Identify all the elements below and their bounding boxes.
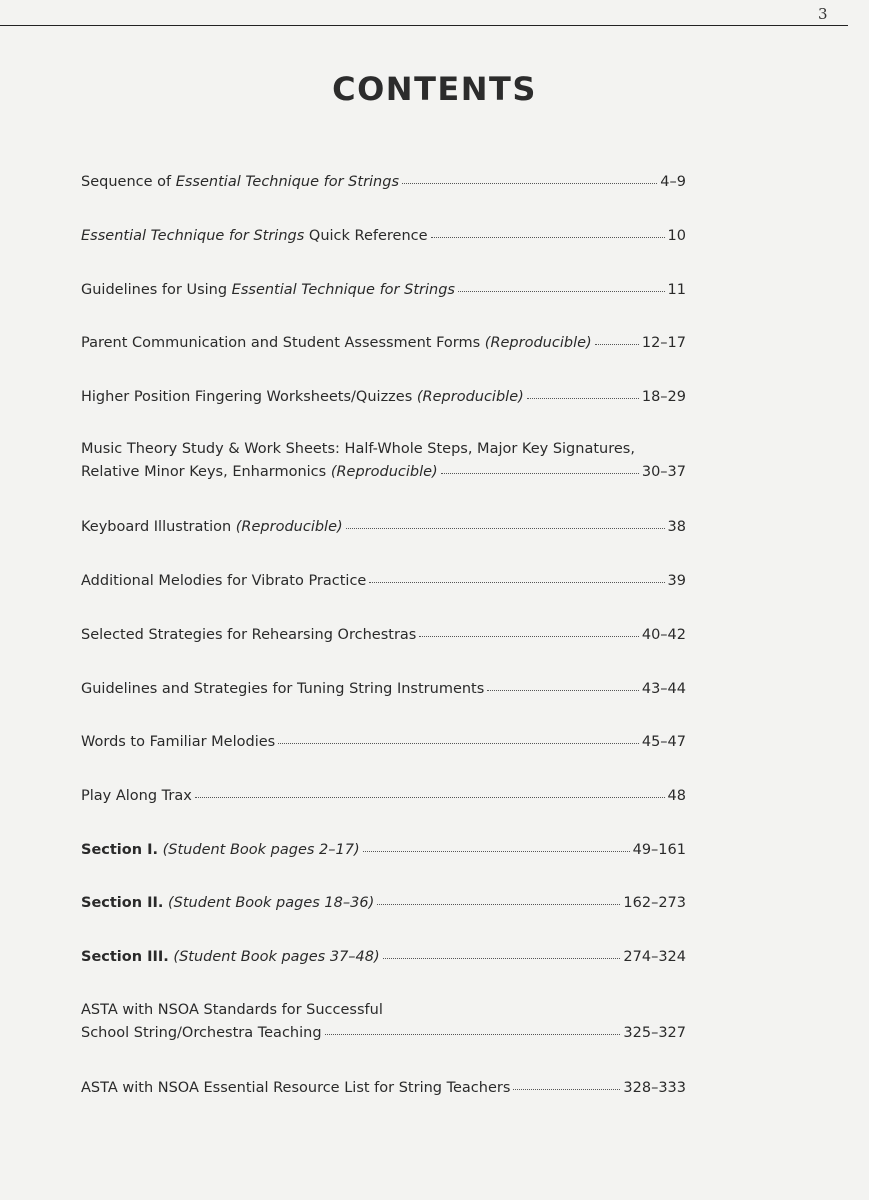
dot-leader bbox=[346, 528, 665, 529]
toc-entry-pages: 45–47 bbox=[641, 734, 686, 750]
toc-entry bbox=[81, 839, 686, 862]
toc-entry-title-segment: (Student Book pages 37–48) bbox=[168, 949, 380, 965]
page-number: 3 bbox=[818, 5, 828, 23]
toc-entry bbox=[81, 516, 686, 539]
toc-entry bbox=[81, 678, 686, 701]
toc-entry-title bbox=[81, 839, 360, 862]
toc-entry bbox=[81, 386, 686, 409]
toc-entry-title bbox=[81, 785, 192, 808]
dot-leader bbox=[278, 743, 639, 744]
toc-entry-title-segment: Selected Strategies for Rehearsing Orchestras bbox=[81, 627, 417, 643]
toc-entry bbox=[81, 279, 686, 302]
toc-entry-line bbox=[81, 279, 686, 302]
dot-leader bbox=[363, 851, 630, 852]
toc-entry bbox=[81, 1077, 686, 1100]
toc-entry-title bbox=[81, 570, 366, 593]
toc-entry-line bbox=[81, 386, 686, 409]
toc-entry-title-segment: School String/Orchestra Teaching bbox=[81, 1025, 322, 1041]
dot-leader bbox=[195, 797, 665, 798]
toc-entry-title-segment: (Reproducible) bbox=[484, 335, 592, 351]
toc-entry-title bbox=[81, 461, 438, 484]
toc-entry-pages: 274–324 bbox=[623, 949, 686, 965]
dot-leader bbox=[487, 690, 639, 691]
toc-entry-pages: 12–17 bbox=[641, 335, 686, 351]
toc-entry-title-segment: Additional Melodies for Vibrato Practice bbox=[81, 573, 367, 589]
toc-entry-title bbox=[81, 1022, 322, 1045]
toc-entry-title-segment: Sequence of bbox=[81, 174, 176, 190]
toc-entry-title-segment: Words to Familiar Melodies bbox=[81, 734, 276, 750]
toc-entry-title-segment: ASTA with NSOA Essential Resource List for String Teachers bbox=[81, 1080, 511, 1096]
toc-entry-pages: 4–9 bbox=[660, 174, 686, 190]
toc-entry-line bbox=[81, 678, 686, 701]
dot-leader bbox=[595, 344, 639, 345]
dot-leader bbox=[369, 582, 664, 583]
toc-entry-title-segment: (Reproducible) bbox=[235, 519, 343, 535]
toc-entry-pages: 18–29 bbox=[641, 389, 686, 405]
toc-entry-title bbox=[81, 171, 399, 194]
toc-entry-title-segment: Guidelines and Strategies for Tuning String Instruments bbox=[81, 681, 485, 697]
toc-entry bbox=[81, 999, 686, 1045]
toc-entry-pages: 43–44 bbox=[641, 681, 686, 697]
toc-entry-title bbox=[81, 946, 380, 969]
toc-entry-pages: 325–327 bbox=[623, 1025, 686, 1041]
toc-entry-line bbox=[81, 516, 686, 539]
toc-entry-line bbox=[81, 171, 686, 194]
toc-entry-title-line: ASTA with NSOA Standards for Successful bbox=[81, 1002, 383, 1018]
toc-entry-pages: 48 bbox=[667, 788, 686, 804]
toc-entry-title-segment: Section III. bbox=[81, 949, 169, 965]
toc-entry bbox=[81, 438, 686, 484]
toc-entry bbox=[81, 225, 686, 248]
toc-entry-title bbox=[81, 225, 428, 248]
toc-entry-line bbox=[81, 1022, 686, 1045]
toc-entry-title bbox=[81, 678, 484, 701]
toc-entry-title bbox=[81, 892, 374, 915]
dot-leader bbox=[527, 398, 639, 399]
toc-entry-line bbox=[81, 332, 686, 355]
toc-entry-title-line: Music Theory Study & Work Sheets: Half-Whole Steps, Major Key Signatures, bbox=[81, 441, 635, 457]
toc-entry-title bbox=[81, 332, 592, 355]
toc-entry-title-segment: Section II. bbox=[81, 895, 164, 911]
dot-leader bbox=[325, 1034, 621, 1035]
dot-leader bbox=[402, 183, 657, 184]
toc-entry-title bbox=[81, 386, 524, 409]
toc-entry-title-segment: Guidelines for Using bbox=[81, 282, 232, 298]
toc-entry-title-segment: (Reproducible) bbox=[330, 464, 438, 480]
toc-entry-title-segment: (Student Book pages 18–36) bbox=[163, 895, 375, 911]
dot-leader bbox=[377, 904, 620, 905]
toc-entry-line bbox=[81, 570, 686, 593]
toc-entry bbox=[81, 624, 686, 647]
header-rule bbox=[0, 25, 848, 26]
dot-leader bbox=[419, 636, 639, 637]
toc-entry-pages: 49–161 bbox=[632, 842, 686, 858]
toc-entry-title-segment: Parent Communication and Student Assessment Forms bbox=[81, 335, 485, 351]
toc-entry-line bbox=[81, 946, 686, 969]
toc-entry bbox=[81, 892, 686, 915]
toc-entry-title bbox=[81, 279, 455, 302]
toc-entry bbox=[81, 731, 686, 754]
toc-entry-line bbox=[81, 461, 686, 484]
toc-entry-title-segment: Relative Minor Keys, Enharmonics bbox=[81, 464, 331, 480]
toc-entry-title-segment: (Reproducible) bbox=[416, 389, 524, 405]
toc-entry-line bbox=[81, 1077, 686, 1100]
toc-entry-line bbox=[81, 225, 686, 248]
toc-entry-pages: 162–273 bbox=[623, 895, 686, 911]
page-title: CONTENTS bbox=[332, 70, 537, 108]
toc-entry-title-segment: Quick Reference bbox=[304, 228, 428, 244]
toc-entry-title bbox=[81, 516, 343, 539]
toc-entry bbox=[81, 785, 686, 808]
toc-entry-pages: 38 bbox=[667, 519, 686, 535]
toc-entry bbox=[81, 570, 686, 593]
toc-entry-pages: 40–42 bbox=[641, 627, 686, 643]
toc-entry-line bbox=[81, 892, 686, 915]
toc-entry-title-segment: Essential Technique for Strings bbox=[231, 282, 455, 298]
toc-entry-title bbox=[81, 1077, 510, 1100]
toc-entry-pages: 30–37 bbox=[641, 464, 686, 480]
toc-entry-title-segment: Essential Technique for Strings bbox=[175, 174, 400, 190]
toc-entry-title bbox=[81, 624, 416, 647]
toc-entry-pages: 328–333 bbox=[623, 1080, 686, 1096]
toc-entry-title-segment: Keyboard Illustration bbox=[81, 519, 236, 535]
toc-entry-pages: 39 bbox=[667, 573, 686, 589]
toc-entry bbox=[81, 171, 686, 194]
toc-entry-pages: 11 bbox=[667, 282, 686, 298]
toc-entry-line bbox=[81, 624, 686, 647]
dot-leader bbox=[513, 1089, 620, 1090]
toc-entry-line bbox=[81, 785, 686, 808]
dot-leader bbox=[383, 958, 621, 959]
toc-entry-line bbox=[81, 839, 686, 862]
toc-entry-title-segment: Play Along Trax bbox=[81, 788, 192, 804]
dot-leader bbox=[458, 291, 665, 292]
toc-entry-title-segment: Section I. bbox=[81, 842, 159, 858]
toc-entry-title-segment: Essential Technique for Strings bbox=[81, 228, 305, 244]
toc-entry-title-segment: Higher Position Fingering Worksheets/Quizzes bbox=[81, 389, 417, 405]
dot-leader bbox=[441, 473, 639, 474]
toc-entry-pages: 10 bbox=[667, 228, 686, 244]
toc-entry-line bbox=[81, 731, 686, 754]
toc-entry-title bbox=[81, 731, 275, 754]
toc-entry bbox=[81, 332, 686, 355]
toc-entry bbox=[81, 946, 686, 969]
dot-leader bbox=[431, 237, 665, 238]
toc-entry-title-segment: (Student Book pages 2–17) bbox=[158, 842, 360, 858]
